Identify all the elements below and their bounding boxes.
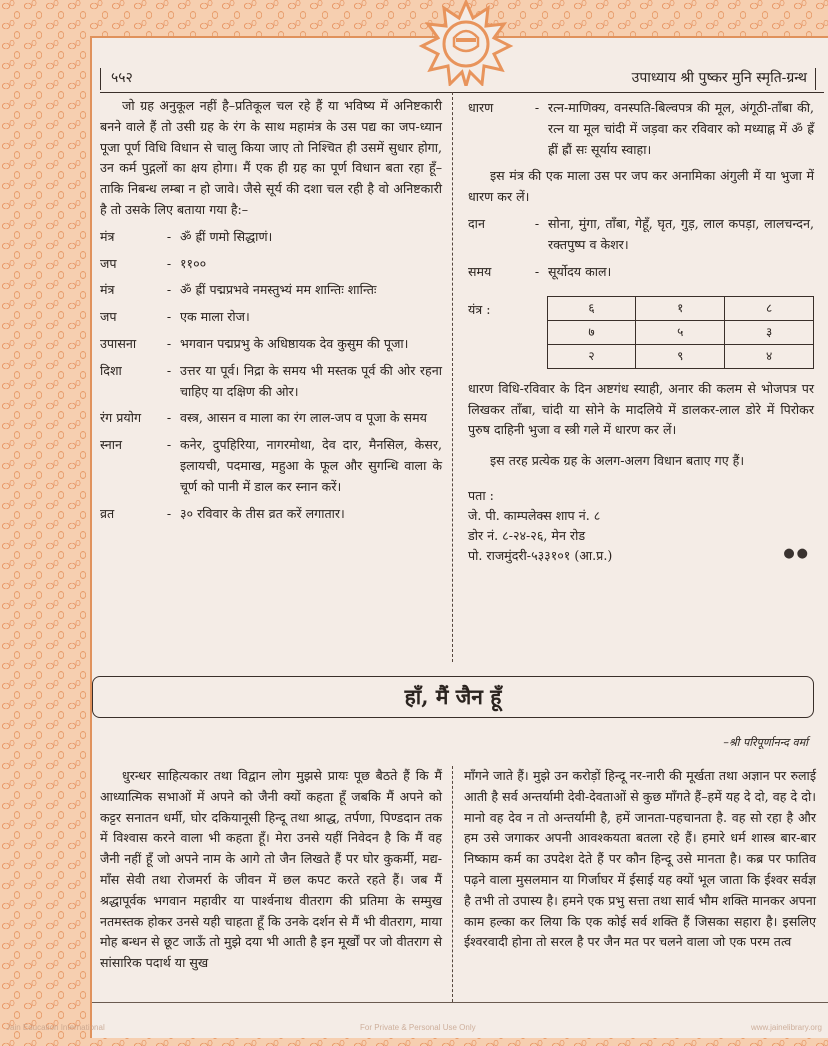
list-item: दिशा - उत्तर या पूर्व। निद्रा के समय भी मस्तक पूर्व की ओर रहना चाहिए या दक्षिण की ओर। [100, 361, 442, 403]
list-item: रंग प्रयोग - वस्त्र, आसन व माला का रंग लाल-जप व पूजा के समय [100, 408, 442, 429]
list-item: मंत्र - ॐ ह्रीं पद्मप्रभवे नमस्तुभ्यं मम शान्तिः शान्तिः [100, 280, 442, 301]
item-value: ११०० [180, 255, 207, 271]
ritual-list [100, 227, 442, 525]
left-column [100, 96, 442, 530]
page-number: ५५२ [100, 68, 133, 90]
item-term: रंग प्रयोग [100, 410, 142, 426]
item-value: ॐ ह्रीं पद्मप्रभवे नमस्तुभ्यं मम शान्तिः शान्तिः [180, 282, 377, 298]
article-column-divider [452, 766, 453, 1002]
table-row: ६ १ ८ [547, 297, 813, 321]
list-item: जप - ११०० [100, 254, 442, 275]
table-row: २ ९ ४ [547, 344, 813, 368]
list-item: जप - एक माला रोज। [100, 307, 442, 328]
item-value: एक माला रोज। [180, 309, 250, 325]
mantra-usage-paragraph: इस मंत्र की एक माला उस पर जप कर अनामिका अंगुली में या भुजा में धारण कर लें। [468, 168, 814, 205]
item-value: वस्त्र, आसन व माला का रंग लाल-जप व पूजा के समय [180, 410, 427, 426]
item-term: उपासना [100, 335, 137, 351]
running-header [100, 64, 824, 93]
item-term: स्नान [100, 437, 123, 453]
column-divider [452, 92, 453, 662]
samay-item: समय - सूर्योदय काल। [468, 263, 612, 279]
article-left-column [100, 766, 442, 980]
item-value: कनेर, दुपहिरिया, नागरमोथा, देव दार, मैनसिल, केसर, इलायची, पदमाख, महुआ के फूल और सुगन्धि वाला के चूर्ण को पानी में डाल कर स्नान करें। [180, 437, 442, 494]
book-title: उपाध्याय श्री पुष्कर मुनि स्मृति-ग्रन्थ [632, 68, 816, 90]
item-term: जप [100, 309, 117, 325]
article-author: –श्री परिपूर्णानन्द वर्मा [723, 736, 808, 749]
dharan-vidhi-paragraph: धारण विधि-रविवार के दिन अष्टगंध स्याही, अनार की कलम से भोजपत्र पर लिखकर ताँबा, चांदी या सोने के मादलिये में डालकर-लाल डोरे में पिरोकर पुरुष दाहिनी भुजा व स्त्री गले में धारण कर लें। [468, 380, 814, 438]
address-block [468, 486, 814, 566]
article-paragraph: धुरन्धर साहित्यकार तथा विद्वान लोग मुझसे प्रायः पूछ बैठते हैं कि मैं आध्यात्मिक सभाओं में अपने को जैनी क्यों कहता हूँ जबकि मैं अपने को कट्टर सनातन धर्मी, घोर दकियानूसी हिन्दू तथा श्राद्ध, तर्पणा, पिण्डदान तक में विश्वास करने वाला भी कहता हूँ। मेरा उनसे यहीं निवेदन है कि मैं वह जैनी नहीं हूँ जो अपने नाम के आगे तो जैन लिखते हैं पर घोर कुकर्मी, मद्य-माँस सेवी तथा रोजमर्रा के जीवन में छल कपट करते रहते हैं। जब मैं श्रद्धापूर्वक भगवान महावीर या पार्श्वनाथ वीतराग की प्रतिमा के सम्मुख नतमस्तक होकर उनसे यही चाहता हूँ कि उनके दर्शन से मैं भी वीतराग, माया मोह बन्धन से छूट जाऊँ तो मुझे दया भी आती है इन मूर्खों पर जो वीतराग से सांसारिक पदार्थ या सुख [100, 768, 442, 971]
table-row: ७ ५ ३ [547, 321, 813, 345]
item-term: जप [100, 255, 117, 271]
item-value: भगवान पद्मप्रभु के अधिष्ठायक देव कुसुम की पूजा। [180, 335, 409, 351]
yantra-section [468, 296, 814, 368]
address-line: जे. पी. काम्पलेक्स शाप नं. ८ [468, 507, 601, 523]
footer-center-watermark: For Private & Personal Use Only [360, 1023, 476, 1032]
right-column [468, 98, 814, 566]
list-item: मंत्र - ॐ ह्रीं णमो सिद्धाणं। [100, 227, 442, 248]
item-term: व्रत [100, 505, 115, 521]
end-mark-icon: ●● [783, 545, 810, 561]
item-value: उत्तर या पूर्व। निद्रा के समय भी मस्तक पूर्व की ओर रहना चाहिए या दक्षिण की ओर। [180, 362, 442, 399]
page-bottom-rule [92, 1002, 828, 1003]
intro-paragraph: जो ग्रह अनुकूल नहीं है–प्रतिकूल चल रहे हैं या भविष्य में अनिष्टकारी बनने वाले हैं तो उसी ग्रह के रंग के साथ महामंत्र के उस पद्य का जप-ध्यान पूजा पूर्ण विधि विधान से चालु किया जाए तो निश्चित ही उसमें सुधार होगा, उन कर्म पुद्गलों का क्षय होगा। मैं एक ही ग्रह का पूर्ण विधान बता रहा हूँ–ताकि निबन्ध लम्बा न हो जावे। जैसे सूर्य की दशा चल रही है वो अनिष्टकारी है तो उसके लिए बताया गया है:– [100, 98, 442, 217]
footer-right-link[interactable]: www.jainelibrary.org [751, 1023, 822, 1032]
item-term: दिशा [100, 362, 122, 378]
address-line: पो. राजमुंदरी-५३३१०१ (आ.प्र.) [468, 547, 613, 563]
list-item: स्नान - कनेर, दुपहिरिया, नागरमोथा, देव दार, मैनसिल, केसर, इलायची, पदमाख, महुआ के फूल और सुगन्धि वाला के चूर्ण को पानी में डाल कर स्नान करें। [100, 435, 442, 497]
yantra-grid [547, 296, 814, 368]
article-title: हाँ, मैं जैन हूँ [92, 676, 814, 718]
article-right-column [464, 766, 816, 959]
item-term: मंत्र [100, 282, 115, 298]
item-term: मंत्र [100, 228, 115, 244]
dharan-item: धारण - रत्न-माणिक्य, वनस्पति-बिल्वपत्र की मूल, अंगूठी-ताँबा की, रत्न या मूल चांदी में जड़वा कर रविवार को मध्याह्न में ॐ ह्रँ ह्रीं ह्रौं सः सूर्याय स्वाहा। [468, 100, 814, 157]
item-value: ॐ ह्रीं णमो सिद्धाणं। [180, 228, 273, 244]
closing-paragraph: इस तरह प्रत्येक ग्रह के अलग-अलग विधान बताए गए हैं। [490, 453, 745, 469]
list-item: उपासना - भगवान पद्मप्रभु के अधिष्ठायक देव कुसुम की पूजा। [100, 334, 442, 355]
address-label: पता : [468, 487, 494, 503]
footer-left-watermark: Jain Education International [6, 1023, 105, 1032]
item-value: ३० रविवार के तीस व्रत करें लगातार। [180, 505, 345, 521]
daan-item: दान - सोना, मुंगा, ताँबा, गेहूँ, घृत, गुड़, लाल कपड़ा, लालचन्दन, रक्तपुष्प व केशर। [468, 215, 814, 252]
address-line: डोर नं. ८-२४-२६, मेन रोड [468, 527, 586, 543]
article-paragraph: माँगने जाते हैं। मुझे उन करोड़ों हिन्दू नर-नारी की मूर्खता तथा अज्ञान पर रुलाई आती है सर्व अन्तर्यामी देवी-देवताओं से कुछ माँगते हैं–हमें यह दे दो, वह दे दो। मानो वह देव न तो अन्तर्यामी है, हमें जानता-पहचानता है. वह सो रहा है और हम उसे जगाकर अपनी आवश्कयता बतला रहे हैं। हमारे धर्म शास्त्र बार-बार निष्काम कर्म का उपदेश देते हैं पर कौन हिन्दू उसे मानता है। कब्र पर फातिव पढ़ने वाला मुसलमान या गिर्जाघर में ईसाई यह क्यों भूल जाता कि ईश्वर सर्वज्ञ है तभी तो उपास्य है। हमने एक प्रभु सत्ता तथा सार्व भौम शक्ति मानकर अपना काम हल्का कर लिया कि एक कोई सर्व शक्ति हैं जिसका सहारा है। इसलिए ईश्वरवादी होना तो सरल है पर जैन मत पर चलने वाला जो एक परम तत्व [464, 768, 816, 950]
list-item: व्रत - ३० रविवार के तीस व्रत करें लगातार। [100, 504, 442, 525]
yantra-label: यंत्र : [468, 302, 491, 318]
